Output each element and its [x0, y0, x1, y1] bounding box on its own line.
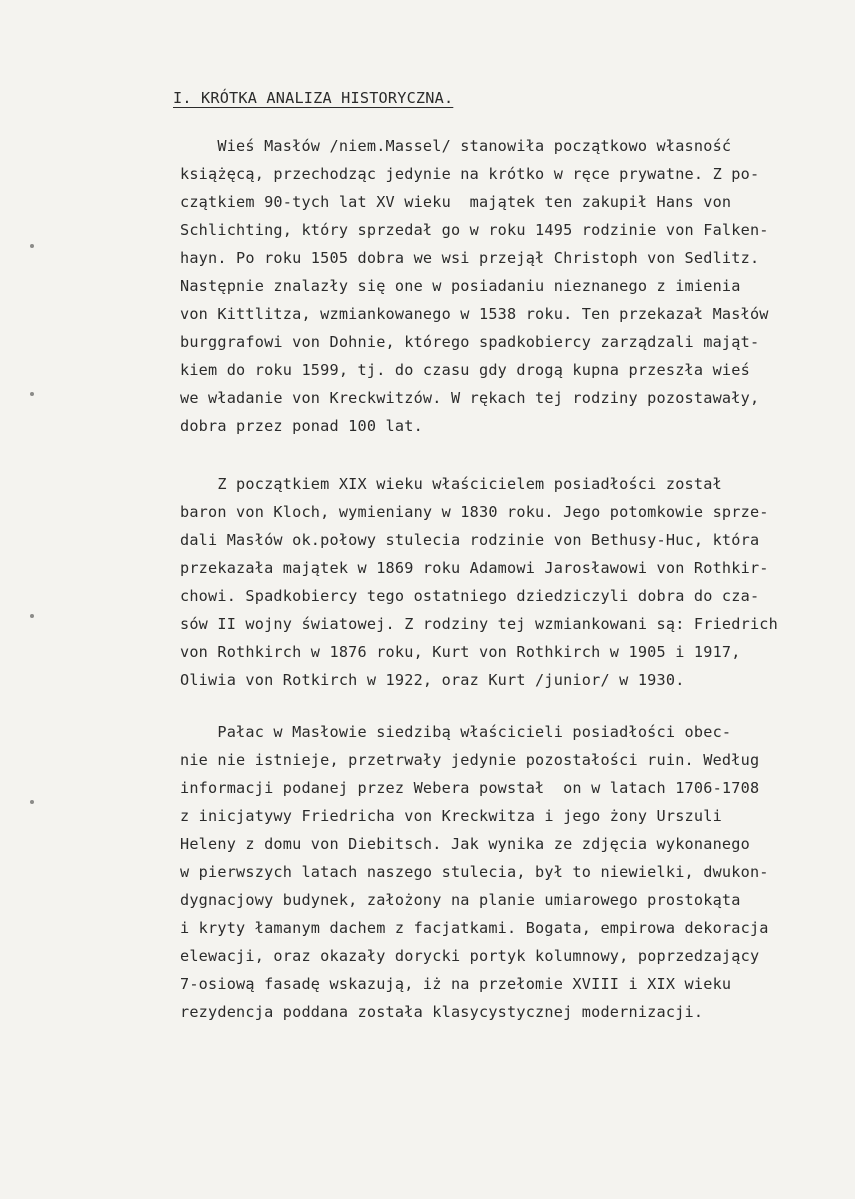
text-line: z inicjatywy Friedricha von Kreckwitza i jego żony Urszuli	[180, 807, 722, 825]
text-line: w pierwszych latach naszego stulecia, był to niewielki, dwukon-	[180, 863, 769, 881]
text-line: dali Masłów ok.połowy stulecia rodzinie von Bethusy-Huc, która	[180, 531, 760, 549]
text-line: czątkiem 90-tych lat XV wieku majątek ten zakupił Hans von	[180, 193, 732, 211]
text-line: baron von Kloch, wymieniany w 1830 roku. Jego potomkowie sprze-	[180, 503, 769, 521]
text-line: sów II wojny światowej. Z rodziny tej wzmiankowani są: Friedrich	[180, 615, 778, 633]
text-line: przekazała majątek w 1869 roku Adamowi Jarosławowi von Rothkir-	[180, 559, 769, 577]
text-line: chowi. Spadkobiercy tego ostatniego dziedziczyli dobra do cza-	[180, 587, 760, 605]
text-line: kiem do roku 1599, tj. do czasu gdy drogą kupna przeszła wieś	[180, 361, 750, 379]
text-line: we władanie von Kreckwitzów. W rękach tej rodziny pozostawały,	[180, 389, 760, 407]
punch-hole-mark	[30, 800, 34, 804]
text-line: Heleny z domu von Diebitsch. Jak wynika ze zdjęcia wykonanego	[180, 835, 750, 853]
text-line: 7-osiową fasadę wskazują, iż na przełomie XVIII i XIX wieku	[180, 975, 732, 993]
text-line: Z początkiem XIX wieku właścicielem posiadłości został	[180, 475, 722, 493]
text-line: informacji podanej przez Webera powstał on w latach 1706-1708	[180, 779, 760, 797]
text-line: nie nie istnieje, przetrwały jedynie pozostałości ruin. Według	[180, 751, 760, 769]
text-line: i kryty łamanym dachem z facjatkami. Bogata, empirowa dekoracja	[180, 919, 769, 937]
text-line: książęcą, przechodząc jedynie na krótko w ręce prywatne. Z po-	[180, 165, 760, 183]
text-line: Wieś Masłów /niem.Massel/ stanowiła początkowo własność	[180, 137, 732, 155]
text-line: dygnacjowy budynek, założony na planie umiarowego prostokąta	[180, 891, 741, 909]
punch-hole-mark	[30, 614, 34, 618]
document-heading: I. KRÓTKA ANALIZA HISTORYCZNA.	[173, 89, 454, 107]
text-line: dobra przez ponad 100 lat.	[180, 417, 423, 435]
text-line: burggrafowi von Dohnie, którego spadkobiercy zarządzali mająt-	[180, 333, 760, 351]
punch-hole-mark	[30, 392, 34, 396]
punch-hole-mark	[30, 244, 34, 248]
text-line: Następnie znalazły się one w posiadaniu nieznanego z imienia	[180, 277, 741, 295]
text-line: elewacji, oraz okazały dorycki portyk kolumnowy, poprzedzający	[180, 947, 760, 965]
text-line: Schlichting, który sprzedał go w roku 1495 rodzinie von Falken-	[180, 221, 769, 239]
text-line: von Rothkirch w 1876 roku, Kurt von Rothkirch w 1905 i 1917,	[180, 643, 741, 661]
text-line: Oliwia von Rotkirch w 1922, oraz Kurt /junior/ w 1930.	[180, 671, 685, 689]
text-line: hayn. Po roku 1505 dobra we wsi przejął Christoph von Sedlitz.	[180, 249, 760, 267]
text-line: rezydencja poddana została klasycystycznej modernizacji.	[180, 1003, 704, 1021]
text-line: Pałac w Masłowie siedzibą właścicieli posiadłości obec-	[180, 723, 732, 741]
text-line: von Kittlitza, wzmiankowanego w 1538 roku. Ten przekazał Masłów	[180, 305, 769, 323]
